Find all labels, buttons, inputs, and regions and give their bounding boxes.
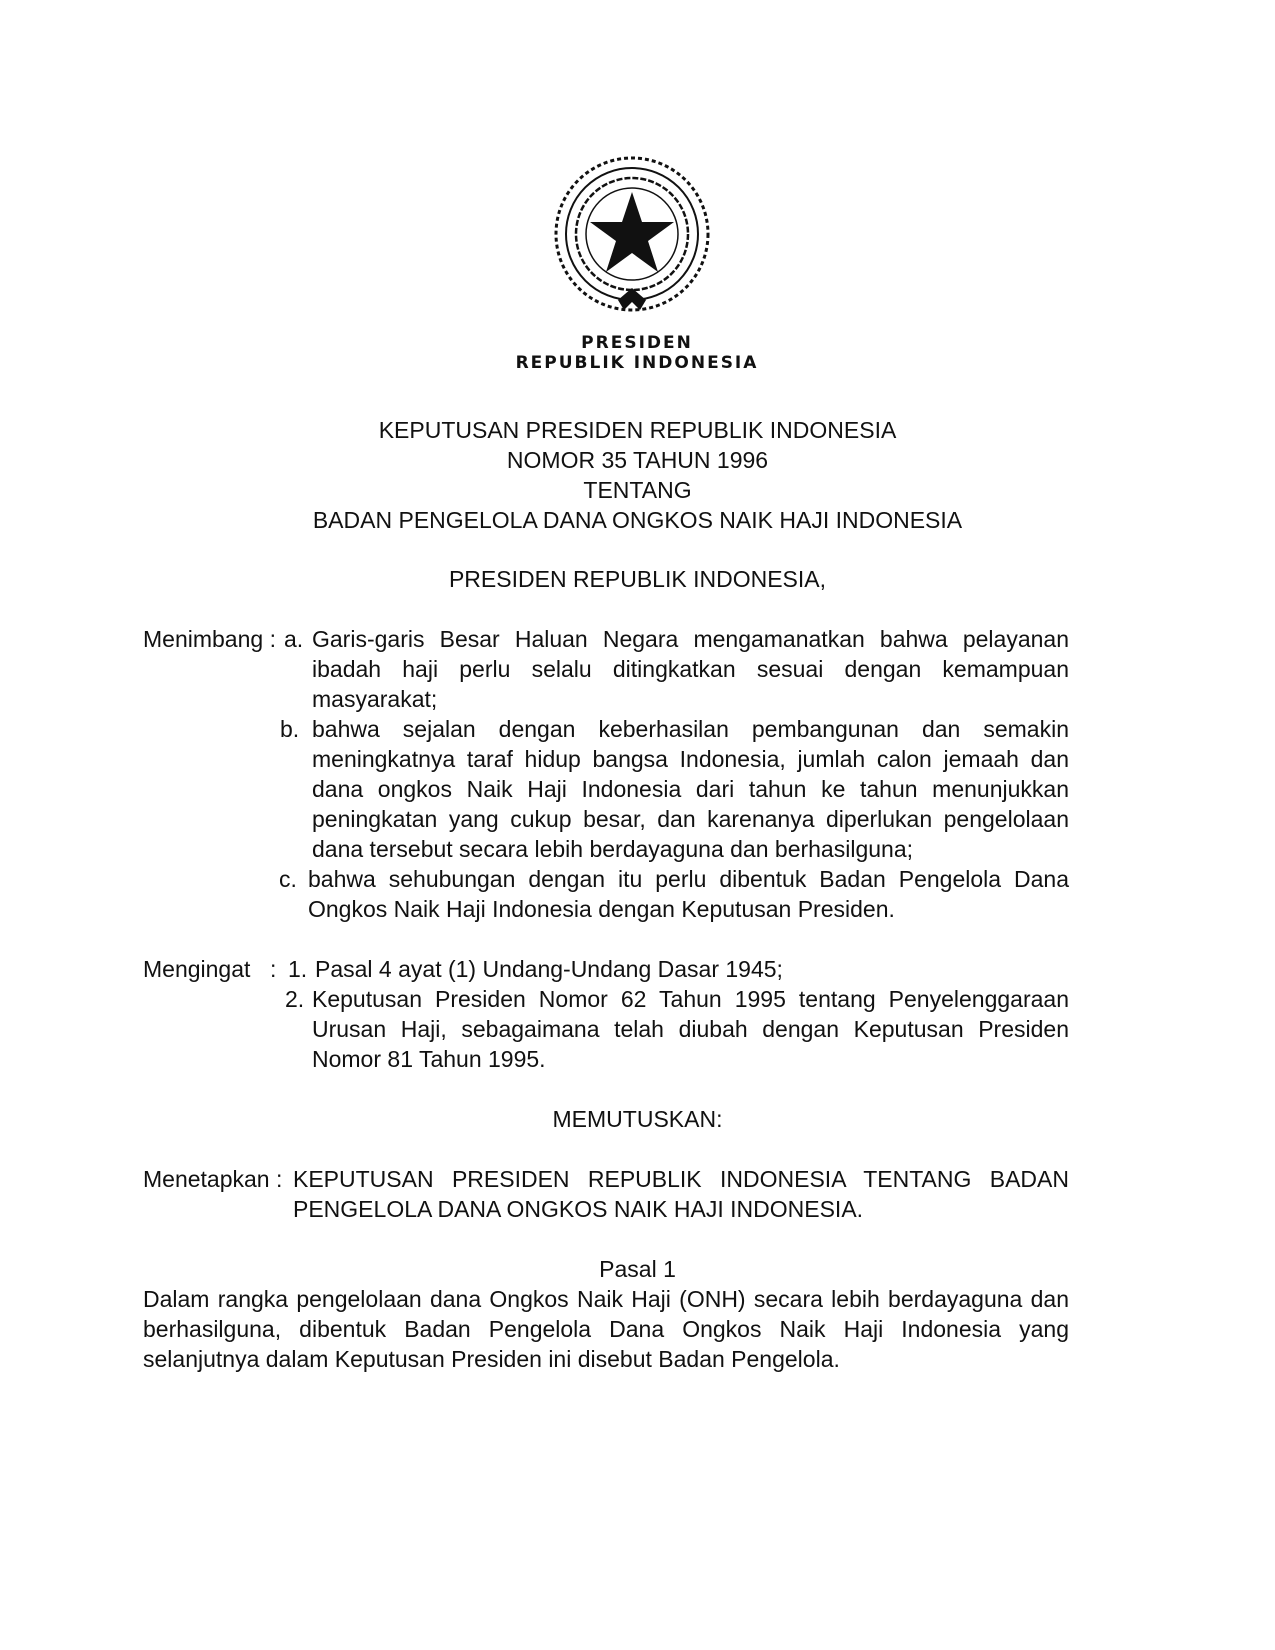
menetapkan-line-1: KEPUTUSAN PRESIDEN REPUBLIK INDONESIA TENTANG BADAN bbox=[293, 1166, 1069, 1192]
menimbang-b-line-5: dana tersebut secara lebih berdayaguna dan berhasilguna; bbox=[312, 836, 913, 862]
menimbang-a-line-1: Garis-garis Besar Haluan Negara mengamanatkan bahwa pelayanan bbox=[312, 626, 1069, 652]
menimbang-b-line-1: bahwa sejalan dengan keberhasilan pembangunan dan semakin bbox=[312, 716, 1069, 742]
authority-line: PRESIDEN REPUBLIK INDONESIA, bbox=[448, 566, 827, 592]
menimbang-b-line-4: peningkatan yang cukup besar, dan karenanya diperlukan pengelolaan bbox=[312, 806, 1069, 832]
mengingat-1-line-1: Pasal 4 ayat (1) Undang-Undang Dasar 1945; bbox=[315, 956, 783, 982]
menimbang-b-line-3: dana ongkos Naik Haji Indonesia dari tahun ke tahun menunjukkan bbox=[312, 776, 1069, 802]
menetapkan-label: Menetapkan : bbox=[143, 1166, 283, 1192]
menimbang-a-line-3: masyarakat; bbox=[312, 686, 438, 712]
mengingat-marker-2: 2. bbox=[285, 986, 305, 1012]
pasal-1-heading: Pasal 1 bbox=[599, 1256, 676, 1282]
institution-line-2: REPUBLIK INDONESIA bbox=[515, 353, 759, 373]
memutuskan-heading: MEMUTUSKAN: bbox=[552, 1106, 723, 1132]
mengingat-2-line-2: Urusan Haji, sebagaimana telah diubah dengan Keputusan Presiden bbox=[312, 1016, 1069, 1042]
menimbang-label: Menimbang : bbox=[143, 626, 276, 652]
menetapkan-line-2: PENGELOLA DANA ONGKOS NAIK HAJI INDONESIA. bbox=[293, 1196, 864, 1222]
decree-title-line-4: BADAN PENGELOLA DANA ONGKOS NAIK HAJI INDONESIA bbox=[312, 507, 963, 533]
decree-title-line-3: TENTANG bbox=[583, 477, 692, 503]
menimbang-c-line-2: Ongkos Naik Haji Indonesia dengan Keputusan Presiden. bbox=[308, 896, 895, 922]
institution-line-1: PRESIDEN bbox=[581, 333, 693, 353]
menimbang-c-line-1: bahwa sehubungan dengan itu perlu dibentuk Badan Pengelola Dana bbox=[308, 866, 1069, 892]
mengingat-label: Mengingat bbox=[143, 956, 251, 982]
menimbang-a-line-2: ibadah haji perlu selalu ditingkatkan sesuai dengan kemampuan bbox=[312, 656, 1069, 682]
pasal-1-line-2: berhasilguna, dibentuk Badan Pengelola Dana Ongkos Naik Haji Indonesia yang bbox=[143, 1316, 1069, 1342]
mengingat-colon: : bbox=[270, 956, 277, 982]
menimbang-marker-b: b. bbox=[280, 716, 300, 742]
decree-title-line-2: NOMOR 35 TAHUN 1996 bbox=[506, 447, 769, 473]
pasal-1-line-3: selanjutnya dalam Keputusan Presiden ini disebut Badan Pengelola. bbox=[143, 1346, 840, 1372]
menimbang-b-line-2: meningkatnya taraf hidup bangsa Indonesia, jumlah calon jemaah dan bbox=[312, 746, 1069, 772]
pasal-1-line-1: Dalam rangka pengelolaan dana Ongkos Naik Haji (ONH) secara lebih berdayaguna dan bbox=[143, 1286, 1069, 1312]
mengingat-2-line-1: Keputusan Presiden Nomor 62 Tahun 1995 tentang Penyelenggaraan bbox=[312, 986, 1069, 1012]
decree-title-line-1: KEPUTUSAN PRESIDEN REPUBLIK INDONESIA bbox=[378, 417, 897, 443]
menimbang-marker-c: c. bbox=[279, 866, 297, 892]
presidential-seal-icon bbox=[548, 150, 716, 318]
menimbang-marker-a: a. bbox=[284, 626, 304, 652]
mengingat-2-line-3: Nomor 81 Tahun 1995. bbox=[312, 1046, 546, 1072]
mengingat-marker-1: 1. bbox=[288, 956, 308, 982]
